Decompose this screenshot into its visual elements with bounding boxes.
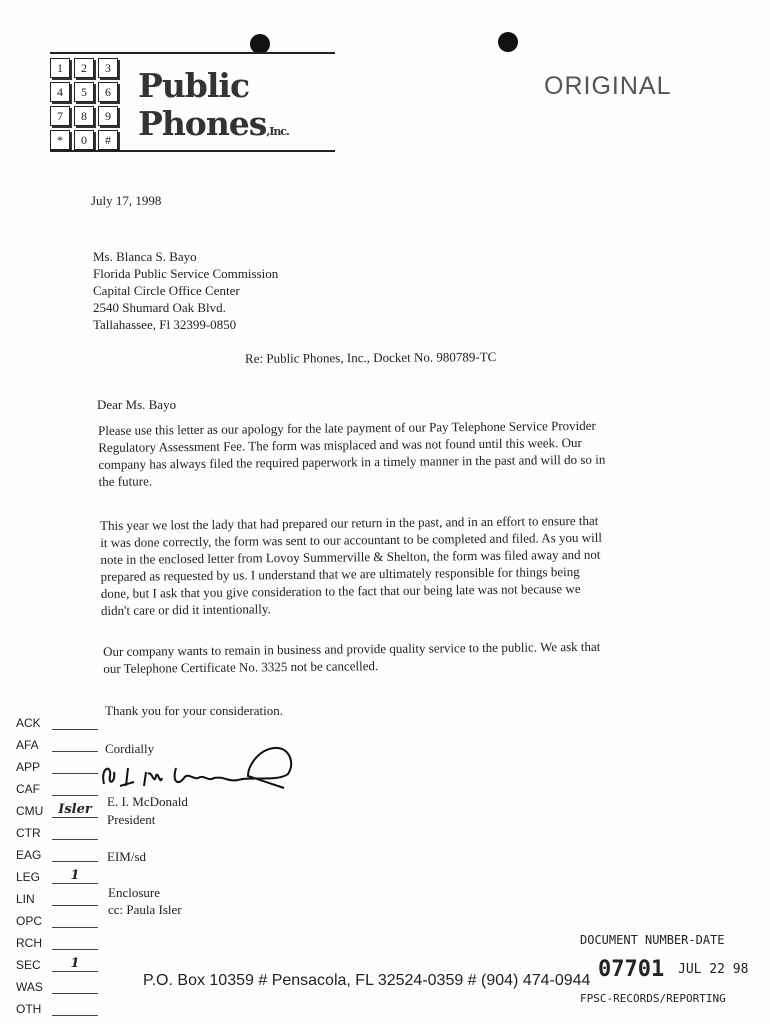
routing-code-label: OTH xyxy=(16,1002,42,1016)
routing-code-label: CAF xyxy=(16,782,40,796)
keypad-key: 7 xyxy=(50,106,70,126)
signer-name: E. I. McDonald xyxy=(107,794,188,809)
re-line: Re: Public Phones, Inc., Docket No. 980789-TC xyxy=(244,349,497,366)
routing-code-mark xyxy=(52,737,98,752)
routing-code-mark xyxy=(52,913,98,928)
recipient-address: Ms. Blanca S. Bayo Florida Public Service Commission Capital Circle Office Center 2540 Shumard Oak Blvd. Tallahassee, Fl 32399-0850 xyxy=(93,249,279,332)
routing-code-row xyxy=(16,972,98,994)
doc-stamp-number: 07701 xyxy=(598,957,665,982)
routing-code-label: SEC xyxy=(16,958,41,972)
routing-code-row xyxy=(16,708,98,730)
keypad-key: # xyxy=(98,130,118,150)
routing-code-mark xyxy=(52,825,98,840)
keypad-key: 2 xyxy=(74,58,94,78)
routing-code-row xyxy=(16,862,98,884)
paragraph-3: Our company wants to remain in business and provide quality service to the public. We ask that our Telephone Certificate No. 3325 not be cancelled. xyxy=(103,638,601,676)
logo-line1: Public xyxy=(138,66,250,105)
routing-code-mark: 1 xyxy=(52,957,98,972)
thanks-line: Thank you for your consideration. xyxy=(105,703,283,718)
company-logo xyxy=(50,48,335,154)
routing-code-mark xyxy=(52,847,98,862)
routing-code-row xyxy=(16,994,98,1016)
routing-code-row xyxy=(16,818,98,840)
footer-address: P.O. Box 10359 # Pensacola, FL 32524-0359 # (904) 474-0944 xyxy=(143,972,591,989)
routing-code-label: CTR xyxy=(16,826,41,840)
routing-code-row xyxy=(16,752,98,774)
routing-code-label: EAG xyxy=(16,848,42,862)
enclosure-note: Enclosure xyxy=(108,885,160,900)
routing-code-label: ACK xyxy=(16,716,41,730)
logo-line2: Phones xyxy=(138,104,267,143)
routing-code-mark: 1 xyxy=(52,869,98,884)
signature xyxy=(98,742,298,792)
keypad-key: 5 xyxy=(74,82,94,102)
paragraph-2: This year we lost the lady that had prepared our return in the past, and in an effort to ensure that it was done correctly, the form was sent to our accountant to be completed and filed. As you will note in the enclosed letter from Lovoy Summerville & Shelton, the form was filed away and not prepared as requested by us. I understand that we are ultimately responsible for things being done, but I ask that you give consideration to the fact that our being late was not because we didn't care or did it intentionally. xyxy=(100,512,603,618)
routing-code-mark xyxy=(52,891,98,906)
cc-note: cc: Paula Isler xyxy=(108,902,182,917)
routing-codes xyxy=(16,708,98,1016)
punch-hole xyxy=(498,32,518,52)
keypad-key: 3 xyxy=(98,58,118,78)
logo-suffix: ,Inc. xyxy=(266,125,289,138)
doc-stamp-header: DOCUMENT NUMBER-DATE xyxy=(580,933,725,947)
routing-code-row xyxy=(16,884,98,906)
routing-code-label: OPC xyxy=(16,914,43,928)
routing-code-mark xyxy=(52,759,98,774)
typist-initials: EIM/sd xyxy=(107,849,146,864)
routing-code-row xyxy=(16,796,98,818)
routing-code-row xyxy=(16,928,98,950)
keypad-key: 0 xyxy=(74,130,94,150)
keypad-key: 4 xyxy=(50,82,70,102)
routing-code-mark xyxy=(52,1001,98,1016)
routing-code-row xyxy=(16,730,98,752)
routing-code-label: AFA xyxy=(16,738,39,752)
keypad-key: 8 xyxy=(74,106,94,126)
routing-code-mark xyxy=(52,935,98,950)
closing: Cordially xyxy=(105,741,155,756)
keypad-key: * xyxy=(50,130,70,150)
keypad-key: 9 xyxy=(98,106,118,126)
keypad-key: 6 xyxy=(98,82,118,102)
routing-code-row xyxy=(16,840,98,862)
salutation: Dear Ms. Bayo xyxy=(97,397,177,412)
routing-code-mark xyxy=(52,781,98,796)
doc-stamp-date: JUL 22 98 xyxy=(678,962,749,977)
signer-title: President xyxy=(107,812,156,827)
routing-code-row xyxy=(16,950,98,972)
doc-stamp-office: FPSC-RECORDS/REPORTING xyxy=(580,992,726,1005)
routing-code-label: RCH xyxy=(16,936,42,950)
routing-code-mark: Isler xyxy=(52,803,98,818)
original-stamp: ORIGINAL xyxy=(544,72,672,100)
routing-code-mark xyxy=(52,979,98,994)
keypad-key: 1 xyxy=(50,58,70,78)
routing-code-row xyxy=(16,906,98,928)
routing-code-label: LIN xyxy=(16,892,35,906)
routing-code-row xyxy=(16,774,98,796)
routing-code-label: WAS xyxy=(16,980,43,994)
routing-code-label: CMU xyxy=(16,804,44,818)
paragraph-1: Please use this letter as our apology for the late payment of our Pay Telephone Service Provider Regulatory Assessment Fee. The form was misplaced and was not found until this week. Our company has always filed the required paperwork in a timely manner in the past and will do so in the future. xyxy=(98,417,606,489)
routing-code-label: APP xyxy=(16,760,41,774)
routing-code-mark xyxy=(52,715,98,730)
keypad-logo xyxy=(50,58,118,150)
letter-date: July 17, 1998 xyxy=(91,193,162,208)
routing-code-label: LEG xyxy=(16,870,41,884)
